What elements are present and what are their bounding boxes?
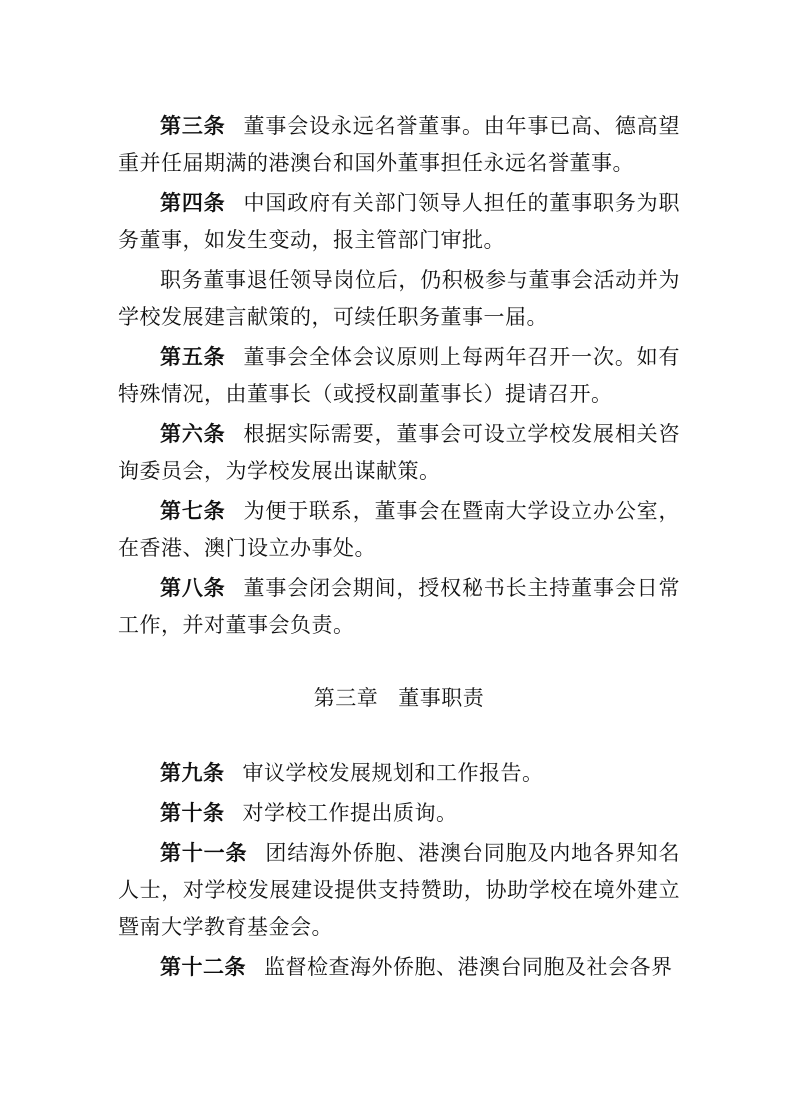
article-11 xyxy=(118,835,680,946)
document-page xyxy=(118,108,680,989)
chapter-heading xyxy=(118,680,680,717)
article-5 xyxy=(118,339,680,413)
article-label: 第五条 xyxy=(160,345,226,369)
article-4 xyxy=(118,185,680,259)
article-text: 审议学校发展规划和工作报告。 xyxy=(242,761,544,785)
article-12 xyxy=(118,949,680,986)
article-label: 第七条 xyxy=(160,499,226,523)
article-text: 对学校工作提出质询。 xyxy=(242,801,458,825)
article-text: 根据实际需要，董事会可设立学校发展相关咨询委员会，为学校发展出谋献策。 xyxy=(118,422,681,483)
article-3 xyxy=(118,108,680,182)
article-label: 第十一条 xyxy=(160,841,248,865)
article-text: 职务董事退任领导岗位后，仍积极参与董事会活动并为学校发展建言献策的，可续任职务董事一届。 xyxy=(118,268,680,329)
article-text: 董事会全体会议原则上每两年召开一次。如有特殊情况，由董事长（或授权副董事长）提请召开。 xyxy=(118,345,681,406)
article-label: 第十二条 xyxy=(160,955,246,979)
article-text: 董事会闭会期间，授权秘书长主持董事会日常工作，并对董事会负责。 xyxy=(118,576,681,637)
article-7 xyxy=(118,493,680,567)
article-text: 中国政府有关部门领导人担任的董事职务为职务董事，如发生变动，报主管部门审批。 xyxy=(118,191,681,252)
article-4-continued xyxy=(118,262,680,336)
article-text: 监督检查海外侨胞、港澳台同胞及社会各界 xyxy=(264,955,673,979)
chapter-title: 董事职责 xyxy=(398,686,485,710)
article-label: 第十条 xyxy=(160,801,225,825)
article-text: 团结海外侨胞、港澳台同胞及内地各界知名人士，对学校发展建设提供支持赞助，协助学校在境外建立暨南大学教育基金会。 xyxy=(118,841,681,939)
article-9 xyxy=(118,755,680,792)
article-10 xyxy=(118,795,680,832)
article-label: 第四条 xyxy=(160,191,226,215)
article-6 xyxy=(118,416,680,490)
chapter-number: 第三章 xyxy=(313,686,379,710)
article-text: 为便于联系，董事会在暨南大学设立办公室，在香港、澳门设立办事处。 xyxy=(118,499,681,560)
article-label: 第六条 xyxy=(160,422,226,446)
article-8 xyxy=(118,570,680,644)
article-label: 第八条 xyxy=(160,576,226,600)
article-text: 董事会设永远名誉董事。由年事已高、德高望重并任届期满的港澳台和国外董事担任永远名誉董事。 xyxy=(118,114,681,175)
article-label: 第三条 xyxy=(160,114,226,138)
article-label: 第九条 xyxy=(160,761,225,785)
